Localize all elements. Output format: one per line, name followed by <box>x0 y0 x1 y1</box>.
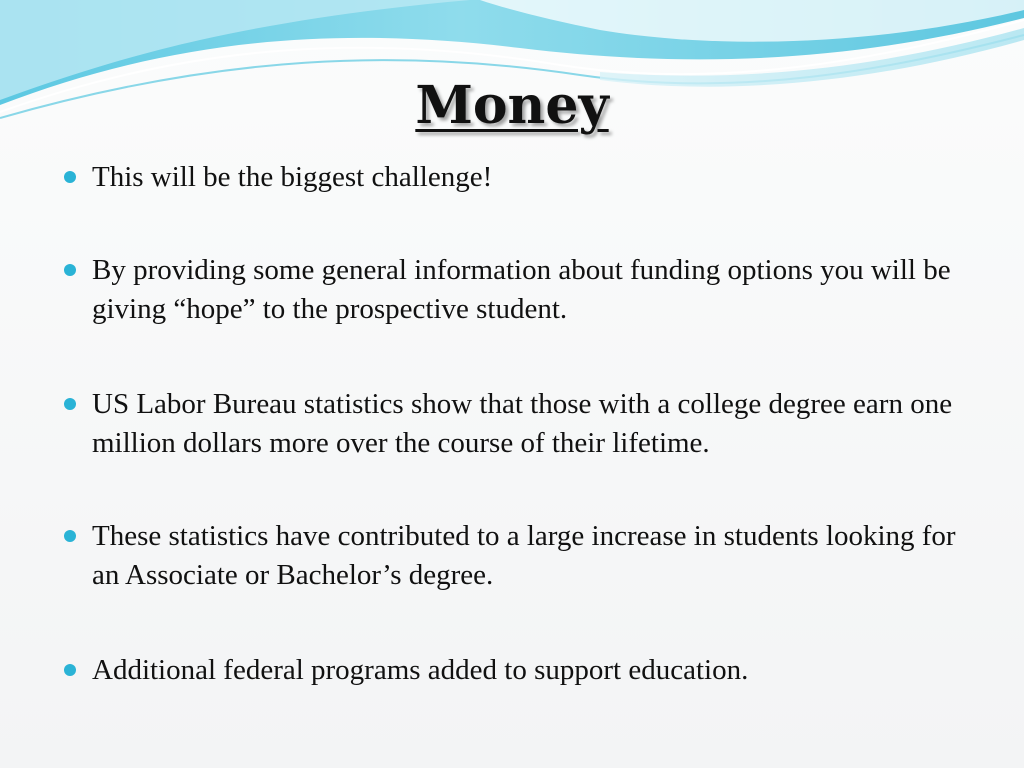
bullet-dot-icon <box>64 264 76 276</box>
bullet-text: By providing some general information about funding options you will be giving “hope” to the prospective student. <box>92 254 951 325</box>
bullet-text: These statistics have contributed to a large increase in students looking for an Associate or Bachelor’s degree. <box>92 520 956 591</box>
bullet-list <box>60 158 980 690</box>
bullet-text: This will be the biggest challenge! <box>92 161 493 193</box>
bullet-item <box>60 158 980 197</box>
bullet-item <box>60 385 980 463</box>
slide-title: Money <box>415 75 609 136</box>
bullet-dot-icon <box>64 530 76 542</box>
bullet-item <box>60 251 980 329</box>
bullet-item <box>60 517 980 595</box>
bullet-text: Additional federal programs added to support education. <box>92 654 749 686</box>
bullet-dot-icon <box>64 398 76 410</box>
bullet-dot-icon <box>64 171 76 183</box>
bullet-dot-icon <box>64 664 76 676</box>
bullet-item <box>60 651 980 690</box>
bullet-text: US Labor Bureau statistics show that those with a college degree earn one million dollars more over the course of their lifetime. <box>92 388 953 459</box>
